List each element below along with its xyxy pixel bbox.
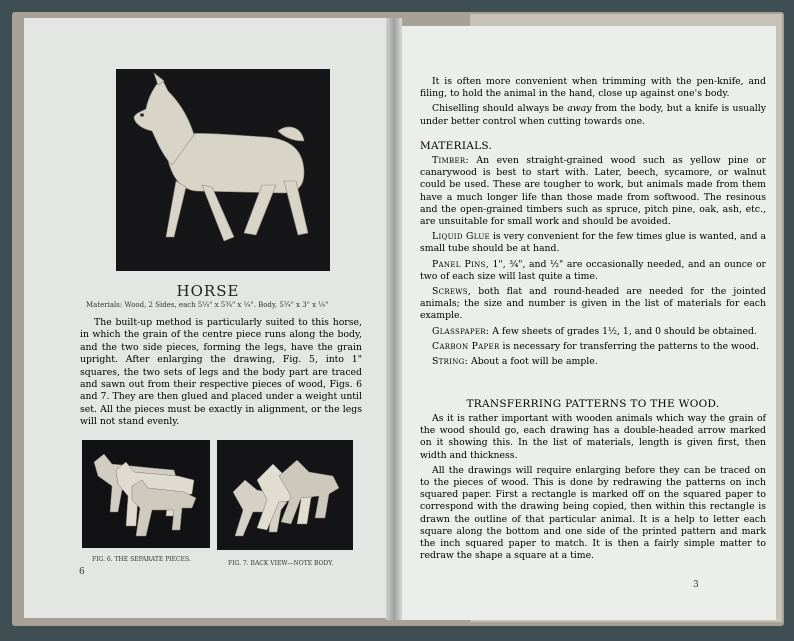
page-number-left: 6 <box>79 567 85 577</box>
materials-heading: MATERIALS. <box>420 140 493 152</box>
chiselling-text-start: Chiselling should always be <box>432 103 568 115</box>
transfer-paragraph-1: As it is rather important with wooden animals which way the grain of the wood should go, each drawing has a double-headed arrow marked on it showing this. In the list of materials, length is given first, then width and thickness. <box>420 413 766 461</box>
chiselling-emphasis: away <box>567 103 592 115</box>
right-intro <box>420 76 766 128</box>
separate-pieces-photo <box>82 440 210 548</box>
pins-label: Panel Pins, <box>432 258 489 270</box>
transfer-heading: TRANSFERRING PATTERNS TO THE WOOD. <box>466 398 720 410</box>
transfer-paragraph-2: All the drawings will require enlarging before they can be traced on to the pieces of wood. This is done by redrawing the patterns on inch squared paper. First a rectangle is marked off on the squared paper to correspond with the drawing being copied, then within this rectangle is drawn the outline of that particular animal. It is a help to letter each square along the bottom and one side of the printed pattern and mark the inch squared paper to match. It is then a fairly simple matter to redraw the shape a square at a time. <box>420 464 766 562</box>
pins-paragraph <box>420 259 766 283</box>
book-gutter <box>386 18 402 620</box>
screws-paragraph <box>420 286 766 323</box>
glue-label: Liquid Glue <box>432 231 490 243</box>
page-number-right: 3 <box>693 580 699 590</box>
materials-section <box>420 140 766 368</box>
string-label: String: <box>432 356 469 368</box>
screws-label: Screws, <box>432 286 472 298</box>
glasspaper-paragraph <box>420 326 766 338</box>
glasspaper-text: A few sheets of grades 1½, 1, and 0 should be obtained. <box>489 325 757 337</box>
timber-label: Timber: <box>432 155 469 166</box>
paragraph-penknife: It is often more convenient when trimming with the pen-knife, and filing, to hold the animal in the hand, close up against one's body. <box>420 76 766 100</box>
pins-text: 1", ¾", and ½" are occasionally needed, and an ounce or two of each size will last quite a time. <box>420 258 766 282</box>
materials-line: Materials: Wood, 2 Sides, each 5¼" x 5¾" x ¼". Body, 5¾" x 3" x ¼" <box>86 301 329 309</box>
glue-paragraph <box>420 231 766 255</box>
figure-7-caption: FIG. 7. BACK VIEW—NOTE BODY. <box>228 560 334 567</box>
glasspaper-label: Glasspaper: <box>432 325 490 337</box>
transfer-section <box>420 398 766 562</box>
back-view-photo <box>217 440 353 550</box>
carbon-label: Carbon Paper <box>432 340 500 352</box>
timber-paragraph <box>420 155 766 228</box>
carbon-text: is necessary for transferring the patterns to the wood. <box>499 340 760 352</box>
carbon-paper-paragraph <box>420 341 766 353</box>
page-title: HORSE <box>176 282 240 300</box>
horse-instructions: The built-up method is particularly suited to this horse, in which the grain of the centre piece runs along the body, and the two side pieces, forming the legs, have the grain upright. After enlarging the drawing, Fig. 5, into 1" squares, the two sets of legs and the body part are traced and sawn out from their respective pieces of wood, Figs. 6 and 7. They are then glued and placed under a weight until set. All the pieces must be exactly in alignment, or the legs will not stand evenly. <box>80 317 362 428</box>
screws-text: both flat and round-headed are needed for the jointed animals; the size and number is given in the list of materials for each example. <box>420 286 766 322</box>
timber-text: An even straight-grained wood such as yellow pine or canarywood is best to start with. Later, beech, sycamore, or walnut could be used. These are tougher to work, but animals made from them have a much longer life than those made from softwood. The resinous and the open-grained timbers such as spruce, pitch pine, oak, ash, etc., are unsuitable for small work and should be avoided. <box>420 155 766 228</box>
horse-photo <box>116 69 330 271</box>
chiselling-text-end: from the body, but a knife is usually under better control when cutting towards one. <box>420 103 766 127</box>
string-paragraph <box>420 356 766 368</box>
string-text: About a foot will be ample. <box>468 356 598 368</box>
figure-6-caption: FIG. 6. THE SEPARATE PIECES. <box>92 556 191 563</box>
glue-text: is very convenient for the few times glue is wanted, and a small tube should be at hand. <box>420 231 766 255</box>
paragraph-chiselling <box>420 103 766 127</box>
